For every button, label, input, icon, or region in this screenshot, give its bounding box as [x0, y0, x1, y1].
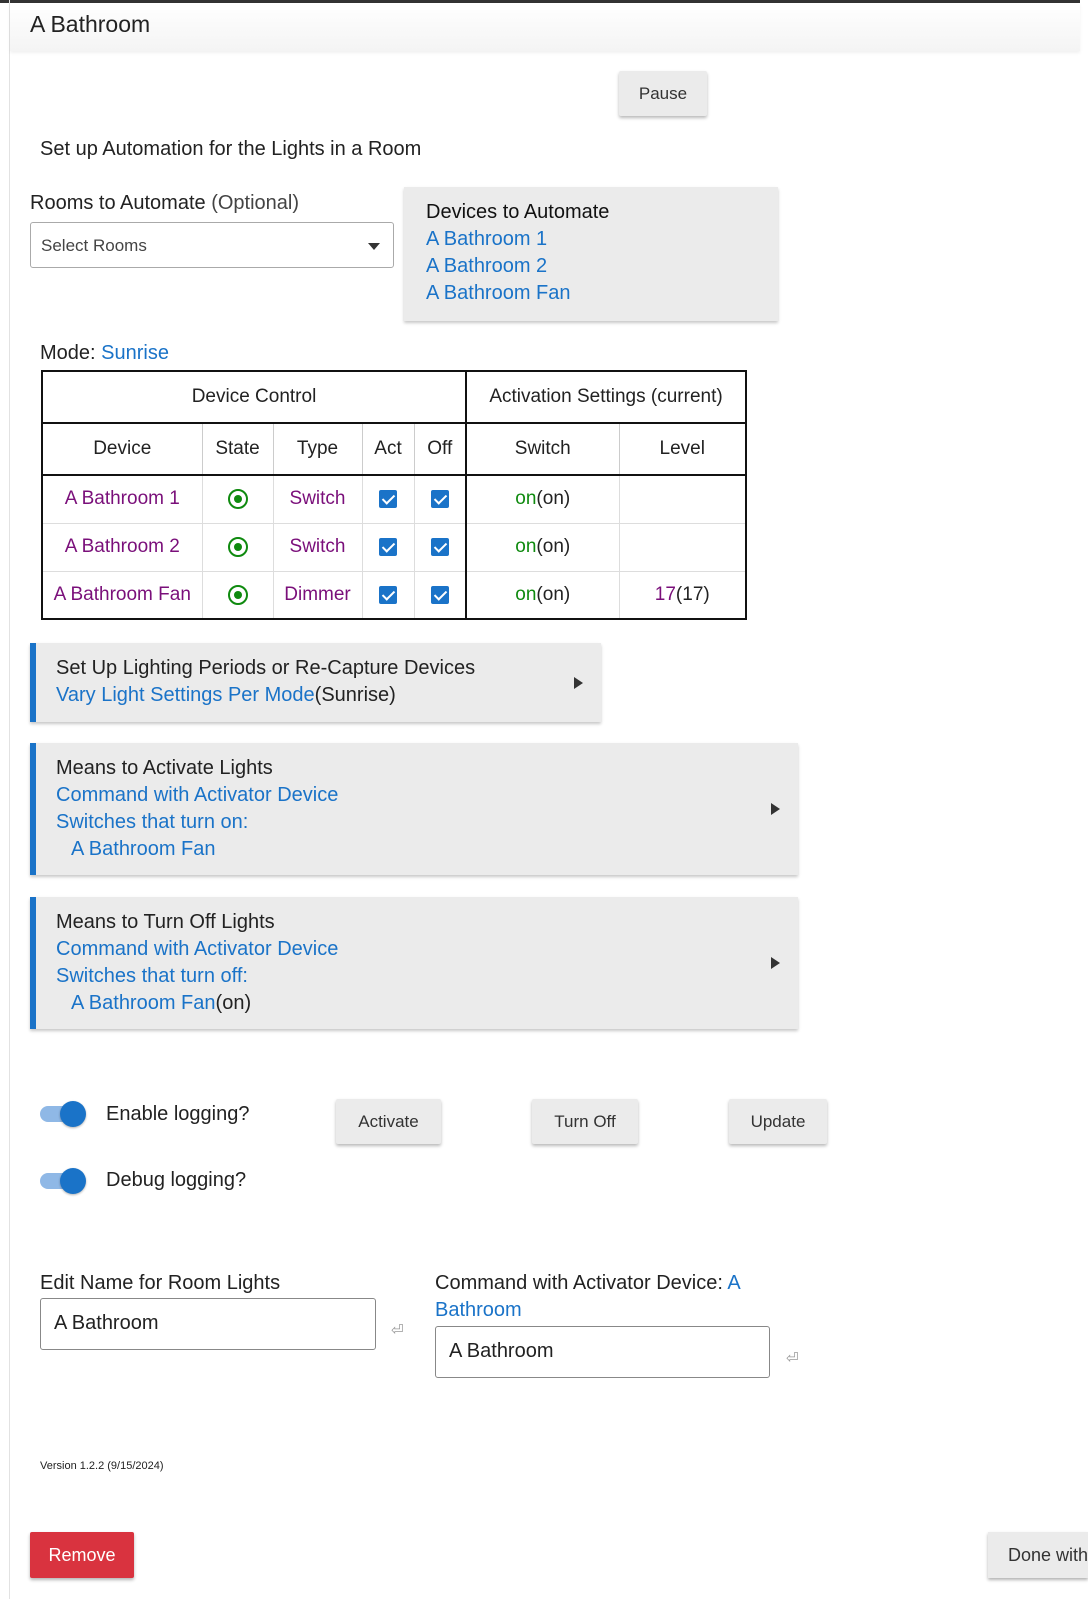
turn-off-lights-title: Means to Turn Off Lights: [56, 911, 275, 933]
lighting-periods-card[interactable]: [30, 643, 601, 722]
type-cell[interactable]: Switch: [273, 475, 362, 523]
act-cell: [362, 523, 414, 571]
column-header-type: Type: [273, 423, 362, 475]
turn-off-lights-card[interactable]: [30, 897, 798, 1029]
state-on-icon[interactable]: [228, 489, 248, 509]
rooms-select[interactable]: [30, 222, 394, 268]
rooms-optional-text: (Optional): [211, 192, 300, 214]
page-header: [10, 3, 1080, 51]
toggle-knob: [60, 1101, 86, 1127]
activate-command-text: Command with Activator Device: [56, 784, 339, 806]
state-cell: [202, 475, 273, 523]
vary-settings-link[interactable]: Vary Light Settings Per Mode: [56, 684, 315, 706]
chevron-down-icon: [368, 243, 380, 250]
devices-title: Devices to Automate: [426, 201, 610, 223]
column-header-level: Level: [619, 423, 746, 475]
act-cell: [362, 475, 414, 523]
act-checkbox[interactable]: [379, 586, 397, 604]
done-button[interactable]: Done with: [988, 1532, 1088, 1578]
column-header-state: State: [202, 423, 273, 475]
switch-value: on: [515, 583, 537, 605]
turnoff-device-text: A Bathroom Fan: [71, 992, 216, 1014]
turnoff-command-text: Command with Activator Device: [56, 938, 339, 960]
debug-logging-label: Debug logging?: [106, 1169, 247, 1191]
update-button[interactable]: Update: [729, 1099, 827, 1144]
switch-cell[interactable]: [466, 571, 619, 619]
edit-name-label: Edit Name for Room Lights: [40, 1272, 281, 1294]
activate-switches-text: Switches that turn on:: [56, 811, 249, 833]
switch-cell[interactable]: [466, 523, 619, 571]
turn-off-button[interactable]: Turn Off: [532, 1099, 638, 1144]
toggle-knob: [60, 1168, 86, 1194]
turnoff-device-suffix: (on): [215, 992, 252, 1014]
pause-button[interactable]: Pause: [619, 71, 707, 116]
act-checkbox[interactable]: [379, 490, 397, 508]
expand-arrow-icon[interactable]: [771, 803, 780, 815]
turnoff-switches-text: Switches that turn off:: [56, 965, 248, 987]
switch-current: (on): [536, 488, 571, 510]
expand-arrow-icon[interactable]: [771, 957, 780, 969]
level-current: (17): [675, 583, 710, 605]
device-cell[interactable]: A Bathroom Fan: [42, 571, 202, 619]
device-link[interactable]: A Bathroom 2: [426, 255, 548, 277]
devices-to-automate-box: [404, 187, 778, 321]
lighting-periods-title: Set Up Lighting Periods or Re-Capture Devices: [56, 657, 476, 679]
state-on-icon[interactable]: [228, 537, 248, 557]
activator-input[interactable]: A Bathroom: [435, 1326, 770, 1378]
enter-icon[interactable]: ⏎: [391, 1322, 404, 1339]
page-title: A Bathroom: [30, 11, 151, 37]
mode-line: [40, 342, 169, 365]
level-cell[interactable]: [619, 475, 746, 523]
table-row: [42, 571, 746, 619]
level-cell[interactable]: [619, 571, 746, 619]
device-control-header: Device Control: [42, 371, 466, 423]
type-cell[interactable]: Dimmer: [273, 571, 362, 619]
activate-lights-title: Means to Activate Lights: [56, 757, 273, 779]
switch-cell[interactable]: [466, 475, 619, 523]
rooms-label-text: Rooms to Automate: [30, 192, 206, 214]
rooms-select-placeholder: Select Rooms: [41, 236, 147, 255]
off-checkbox[interactable]: [431, 490, 449, 508]
type-cell[interactable]: Switch: [273, 523, 362, 571]
enable-logging-toggle[interactable]: [40, 1101, 86, 1127]
table-row: [42, 475, 746, 523]
act-cell: [362, 571, 414, 619]
off-cell: [414, 523, 466, 571]
edit-name-input[interactable]: A Bathroom: [40, 1298, 376, 1350]
activation-settings-header: Activation Settings (current): [466, 371, 746, 423]
mode-label: Mode:: [40, 342, 96, 364]
expand-arrow-icon[interactable]: [574, 677, 583, 689]
state-cell: [202, 523, 273, 571]
activator-label: [435, 1270, 775, 1324]
column-header-act: Act: [362, 423, 414, 475]
column-header-switch: Switch: [466, 423, 619, 475]
device-cell[interactable]: A Bathroom 1: [42, 475, 202, 523]
table-row: [42, 523, 746, 571]
activate-button[interactable]: Activate: [336, 1099, 441, 1144]
device-control-table: [41, 370, 747, 620]
device-link[interactable]: A Bathroom 1: [426, 228, 548, 250]
off-checkbox[interactable]: [431, 538, 449, 556]
off-cell: [414, 571, 466, 619]
periods-mode-suffix: (Sunrise): [314, 684, 396, 706]
column-header-device: Device: [42, 423, 202, 475]
device-cell[interactable]: A Bathroom 2: [42, 523, 202, 571]
debug-logging-toggle[interactable]: [40, 1168, 86, 1194]
state-on-icon[interactable]: [228, 585, 248, 605]
off-cell: [414, 475, 466, 523]
column-header-off: Off: [414, 423, 466, 475]
activator-device-link[interactable]: A Bathroom: [435, 1272, 740, 1321]
left-border: [9, 0, 10, 1599]
activate-lights-card[interactable]: [30, 743, 798, 875]
level-value: 17: [654, 583, 676, 605]
act-checkbox[interactable]: [379, 538, 397, 556]
switch-current: (on): [536, 536, 571, 557]
enter-icon[interactable]: ⏎: [786, 1350, 799, 1367]
remove-button[interactable]: Remove: [30, 1532, 134, 1578]
enable-logging-label: Enable logging?: [106, 1103, 250, 1125]
off-checkbox[interactable]: [431, 586, 449, 604]
state-cell: [202, 571, 273, 619]
activator-label-text: Command with Activator Device:: [435, 1272, 723, 1294]
section-title: Set up Automation for the Lights in a Room: [40, 138, 422, 160]
switch-value: on: [515, 536, 537, 557]
switch-value: on: [515, 488, 537, 510]
activate-device-text: A Bathroom Fan: [71, 838, 216, 860]
switch-current: (on): [536, 583, 571, 605]
device-link[interactable]: A Bathroom Fan: [426, 282, 571, 304]
rooms-label: [30, 192, 299, 215]
mode-value: Sunrise: [101, 342, 169, 364]
version-text: Version 1.2.2 (9/15/2024): [40, 1460, 164, 1472]
level-cell[interactable]: [619, 523, 746, 571]
